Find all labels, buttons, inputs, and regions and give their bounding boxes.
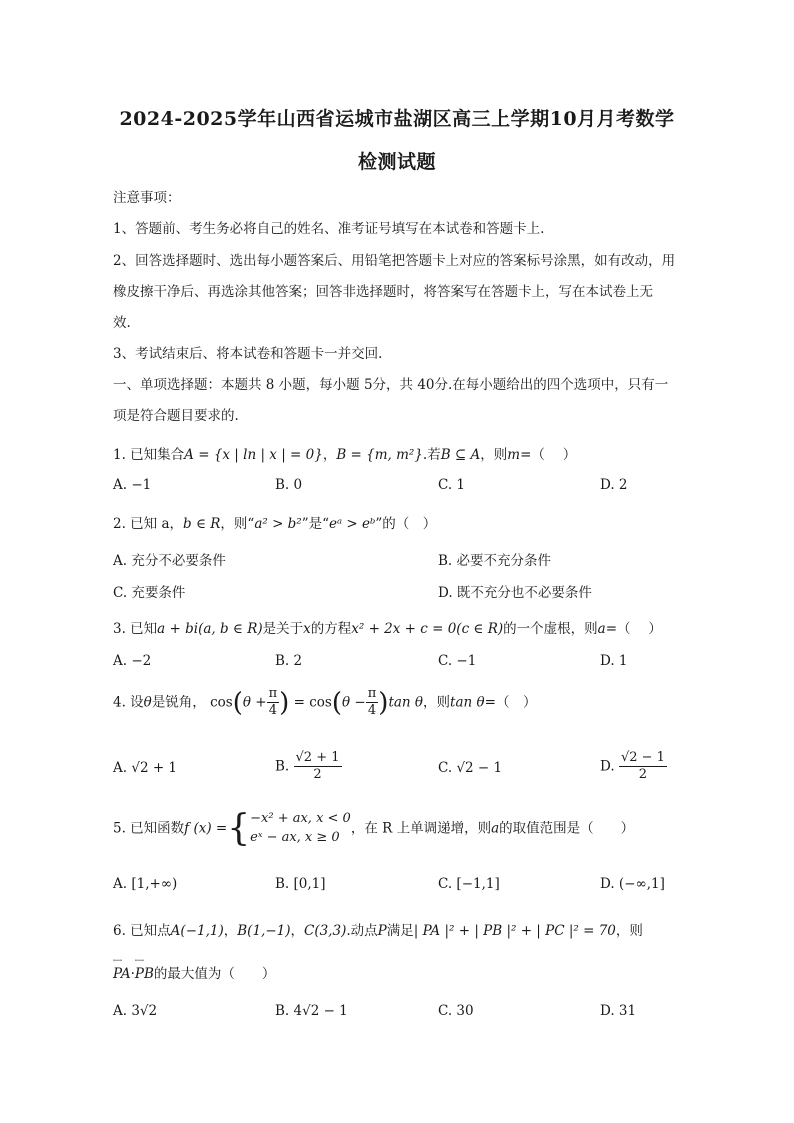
q1-sep: ， (322, 447, 337, 463)
q4-four-2: 4 (367, 703, 377, 719)
q1-prefix: 1. 已知集合 (113, 447, 185, 463)
q4-equals: = (293, 694, 305, 711)
q4-tan-theta: tan θ (388, 694, 424, 711)
q6-option-d[interactable]: D. 31 (600, 1003, 637, 1019)
q4-part-c: ，则 (423, 694, 451, 711)
q4-option-b-numerator: √2 + 1 (294, 750, 342, 767)
q3-part-e: 的方程 (310, 621, 352, 637)
q6-point-p: P (377, 923, 387, 939)
q4-option-a[interactable] (113, 760, 177, 776)
q4-option-c-value: √2 − 1 (456, 760, 503, 776)
q4-pi: π (267, 686, 280, 703)
q5-option-a[interactable]: A. [1,+∞) (113, 876, 178, 892)
q3-option-c[interactable]: C. −1 (438, 653, 477, 669)
q6-point-b: B(1,−1) (237, 923, 291, 939)
notes-heading: 注意事项： (113, 190, 181, 206)
question-4 (113, 686, 683, 720)
q6-point-a: A(−1,1) (170, 923, 224, 939)
q4-left-paren: ( (232, 687, 243, 718)
q1-option-a[interactable]: A. −1 (113, 477, 152, 493)
q6-dot: · (130, 966, 135, 982)
q2-part-f: eᵃ > eᵇ (329, 516, 376, 532)
q3-part-h: a (597, 621, 606, 637)
q6-vector-pa: ←→ PA (113, 966, 131, 982)
q6-part-e: 的最大值为（ ） (153, 966, 276, 982)
q4-pi-2: π (366, 686, 379, 703)
q4-option-b-denominator: 2 (313, 767, 322, 783)
q4-four: 4 (268, 703, 278, 719)
q1-mid: .若 (422, 447, 441, 463)
q6-part-c: 满足 (386, 923, 414, 939)
q4-option-a-label: A. (113, 760, 128, 776)
section-intro-line1: 一、单项选择题：本题共 8 小题，每小题 5分，共 40分.在每小题给出的四个选项中，只有一 (113, 377, 669, 393)
q6-sep-1: ， (223, 923, 238, 939)
question-6-line2 (113, 962, 683, 982)
q5-option-c[interactable]: C. [−1,1] (438, 876, 500, 892)
q3-part-d: x (303, 621, 311, 637)
q4-fraction-pi-4-2 (366, 686, 379, 720)
q4-option-d-label: D. (600, 758, 615, 775)
q5-case-2: eˣ − ax, x ≥ 0 (250, 829, 340, 845)
q2-option-a[interactable]: A. 充分不必要条件 (113, 553, 226, 569)
q6-part-a: 6. 已知点 (113, 923, 171, 939)
q5-part-a: 5. 已知函数 (113, 820, 185, 837)
q4-option-b-label: B. (275, 758, 290, 775)
q5-brace: { (227, 807, 251, 849)
q6-option-c[interactable]: C. 30 (438, 1003, 474, 1019)
q2-part-g: ”的（ ） (375, 516, 437, 532)
q4-part-b: 是锐角， (151, 694, 206, 711)
q1-set-a: A = {x | ln | x | = 0} (184, 447, 323, 463)
q3-part-b: a + bi(a, b ∈ R) (157, 621, 263, 637)
q4-right-paren: ) (279, 687, 290, 718)
exam-title-line2: 检测试题 (357, 151, 436, 173)
q5-part-b: ，在 R 上单调递增，则 (350, 820, 492, 837)
q4-option-d[interactable] (600, 750, 667, 784)
q4-theta-plus: θ + (242, 694, 267, 711)
q6-option-a[interactable]: A. 3√2 (113, 1003, 158, 1019)
q5-function: f (x) = (184, 820, 228, 837)
q4-left-paren-2: ( (331, 687, 343, 718)
note-2-line1: 2、回答选择题时、选出每小题答案后、用铅笔把答题卡上对应的答案标号涂黑，如有改动，用 (113, 253, 676, 269)
q3-option-b[interactable]: B. 2 (275, 653, 303, 669)
question-2 (113, 512, 683, 532)
q6-vector-pb: ←→ PB (135, 966, 154, 982)
q6-condition: | PA |² + | PB |² + | PC |² = 70 (413, 923, 616, 939)
q4-option-c-label: C. (438, 760, 453, 776)
q1-set-b: B = {m, m²} (336, 447, 423, 463)
question-6-line1 (113, 919, 683, 939)
q6-part-d: ，则 (615, 923, 643, 939)
q4-cos-left: cos (210, 694, 233, 711)
q2-option-d[interactable]: D. 既不充分也不必要条件 (438, 585, 592, 601)
q4-theta-minus: θ − (342, 694, 366, 711)
q4-part-e: =（ ） (484, 694, 537, 711)
q4-option-d-fraction (619, 750, 667, 784)
q4-option-b-fraction (294, 750, 342, 784)
q4-option-d-numerator: √2 − 1 (619, 750, 667, 767)
q3-part-c: 是关于 (262, 621, 304, 637)
q5-var: a (491, 820, 500, 837)
q4-tan-theta-2: tan θ (450, 694, 485, 711)
q1-condition: B ⊆ A (440, 447, 481, 463)
question-1 (113, 443, 683, 463)
q2-part-d: a² > b² (254, 516, 302, 532)
q2-part-b: b ∈ R (183, 516, 221, 532)
q2-option-b[interactable]: B. 必要不充分条件 (438, 553, 552, 569)
q4-part-a: 4. 设 (113, 694, 144, 711)
q4-cos-right: cos (309, 694, 332, 711)
section-intro-line2: 项是符合题目要求的. (113, 408, 239, 424)
q6-option-b[interactable]: B. 4√2 − 1 (275, 1003, 348, 1019)
q2-part-a: 2. 已知 a， (113, 516, 184, 532)
q3-part-g: 的一个虚根，则 (503, 621, 598, 637)
note-2-line3: 效. (113, 315, 131, 331)
note-1: 1、答题前、考生务必将自己的姓名、准考证号填写在本试卷和答题卡上. (113, 221, 545, 237)
note-2-line2: 橡皮擦干净后、再选涂其他答案；回答非选择题时，将答案写在答题卡上，写在本试卷上无 (113, 284, 653, 300)
q3-part-i: =（ ） (605, 621, 662, 637)
q4-theta: θ (143, 694, 152, 711)
q2-part-c: ，则“ (220, 516, 255, 532)
q4-option-c[interactable] (438, 760, 502, 776)
q4-option-a-value: √2 + 1 (131, 760, 178, 776)
q5-option-b[interactable]: B. [0,1] (275, 876, 326, 892)
q3-part-a: 3. 已知 (113, 621, 158, 637)
q3-part-f: x² + 2x + c = 0(c ∈ R) (351, 621, 504, 637)
q1-end: =（ ） (520, 447, 577, 463)
q2-part-e: ”是“ (301, 516, 330, 532)
q4-option-d-denominator: 2 (638, 767, 648, 783)
q1-tail: ，则 (480, 447, 508, 463)
q2-option-c[interactable]: C. 充要条件 (113, 585, 186, 601)
q6-sep-2: ， (290, 923, 304, 939)
q5-option-d[interactable]: D. (−∞,1] (600, 876, 665, 892)
q5-case-1: −x² + ax, x < 0 (250, 811, 351, 826)
q5-cases (250, 810, 351, 848)
q4-right-paren-2: ) (378, 687, 389, 718)
note-3: 3、考试结束后、将本试卷和答题卡一并交回. (113, 346, 383, 362)
question-5 (113, 807, 683, 849)
q3-option-d[interactable]: D. 1 (600, 653, 628, 669)
q6-point-c: C(3,3) (304, 923, 347, 939)
q4-fraction-pi-4 (267, 686, 280, 720)
q4-option-b[interactable] (275, 750, 342, 784)
q1-var: m (507, 447, 521, 463)
q3-option-a[interactable]: A. −2 (113, 653, 152, 669)
q1-option-b[interactable]: B. 0 (275, 477, 303, 493)
q5-part-c: 的取值范围是（ ） (499, 820, 635, 837)
q1-option-c[interactable]: C. 1 (438, 477, 466, 493)
exam-title-line1: 2024-2025学年山西省运城市盐湖区高三上学期10月月考数学 (119, 108, 675, 130)
question-3 (113, 617, 683, 637)
q6-part-b: .动点 (346, 923, 378, 939)
q1-option-d[interactable]: D. 2 (600, 477, 628, 493)
